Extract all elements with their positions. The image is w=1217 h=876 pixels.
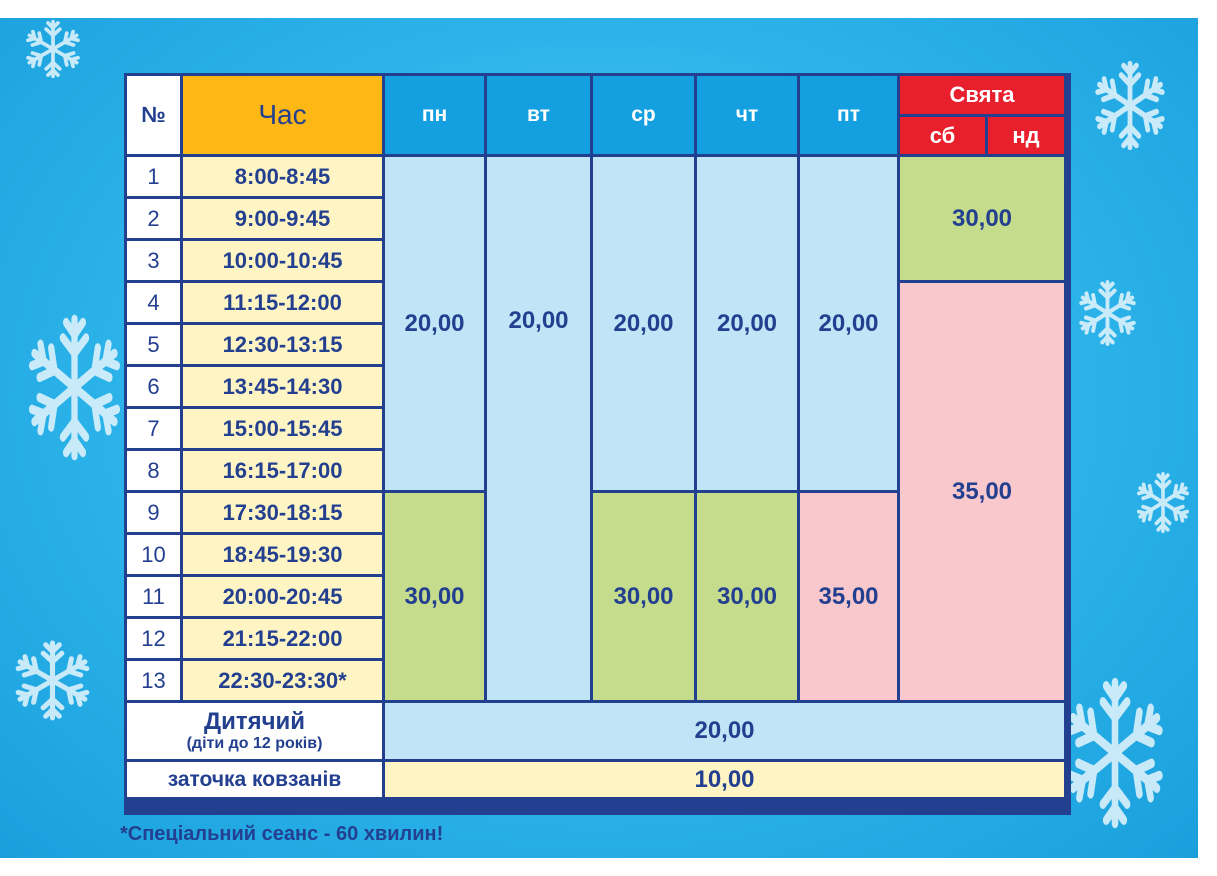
row-time: 12:30-13:15 <box>183 325 382 364</box>
row-time: 10:00-10:45 <box>183 241 382 280</box>
snowflake-icon <box>22 310 127 465</box>
header-number: № <box>127 76 180 154</box>
snowflake-icon <box>1060 673 1170 833</box>
sharpening-label: заточка ковзанів <box>127 762 382 797</box>
snowflake-icon <box>10 638 95 723</box>
row-number: 9 <box>127 493 180 532</box>
price-weekend-rest: 35,00 <box>900 283 1064 700</box>
header-tue: вт <box>487 76 590 154</box>
row-number: 12 <box>127 619 180 658</box>
row-number: 1 <box>127 157 180 196</box>
price-mon-day: 20,00 <box>385 157 484 490</box>
row-time: 22:30-23:30* <box>183 661 382 700</box>
header-mon: пн <box>385 76 484 154</box>
header-wed: ср <box>593 76 694 154</box>
price-fri-day: 20,00 <box>800 157 897 490</box>
price-thu-evening: 30,00 <box>697 493 797 700</box>
row-time: 8:00-8:45 <box>183 157 382 196</box>
row-number: 3 <box>127 241 180 280</box>
row-number: 4 <box>127 283 180 322</box>
row-number: 6 <box>127 367 180 406</box>
row-time: 15:00-15:45 <box>183 409 382 448</box>
price-wed-evening: 30,00 <box>593 493 694 700</box>
row-time: 17:30-18:15 <box>183 493 382 532</box>
row-number: 2 <box>127 199 180 238</box>
row-number: 10 <box>127 535 180 574</box>
row-number: 8 <box>127 451 180 490</box>
row-time: 9:00-9:45 <box>183 199 382 238</box>
price-tue: 20,00 <box>487 157 590 700</box>
kids-subtitle: (діти до 12 років) <box>186 735 323 752</box>
row-number: 11 <box>127 577 180 616</box>
header-sat: сб <box>900 117 985 154</box>
row-time: 18:45-19:30 <box>183 535 382 574</box>
snowflake-icon <box>22 18 84 80</box>
price-weekend-morning: 30,00 <box>900 157 1064 280</box>
row-time: 13:45-14:30 <box>183 367 382 406</box>
kids-price: 20,00 <box>385 703 1064 759</box>
price-wed-day: 20,00 <box>593 157 694 490</box>
row-time: 11:15-12:00 <box>183 283 382 322</box>
snowflake-icon <box>1090 58 1170 153</box>
snowflake-icon <box>1133 470 1193 535</box>
header-sun: нд <box>988 117 1064 154</box>
row-number: 5 <box>127 325 180 364</box>
header-thu: чт <box>697 76 797 154</box>
row-time: 20:00-20:45 <box>183 577 382 616</box>
price-fri-evening: 35,00 <box>800 493 897 700</box>
kids-title: Дитячий <box>203 708 306 735</box>
sharpening-price: 10,00 <box>385 762 1064 797</box>
row-time: 16:15-17:00 <box>183 451 382 490</box>
header-holidays: Свята <box>900 76 1064 114</box>
kids-label <box>127 703 382 759</box>
row-number: 13 <box>127 661 180 700</box>
poster-background <box>0 18 1198 858</box>
price-table <box>124 73 1071 815</box>
header-time: Час <box>183 76 382 154</box>
row-time: 21:15-22:00 <box>183 619 382 658</box>
footnote: *Спеціальний сеанс - 60 хвилин! <box>120 823 444 845</box>
header-fri: пт <box>800 76 897 154</box>
row-number: 7 <box>127 409 180 448</box>
snowflake-icon <box>1075 278 1140 348</box>
price-mon-evening: 30,00 <box>385 493 484 700</box>
price-thu-day: 20,00 <box>697 157 797 490</box>
